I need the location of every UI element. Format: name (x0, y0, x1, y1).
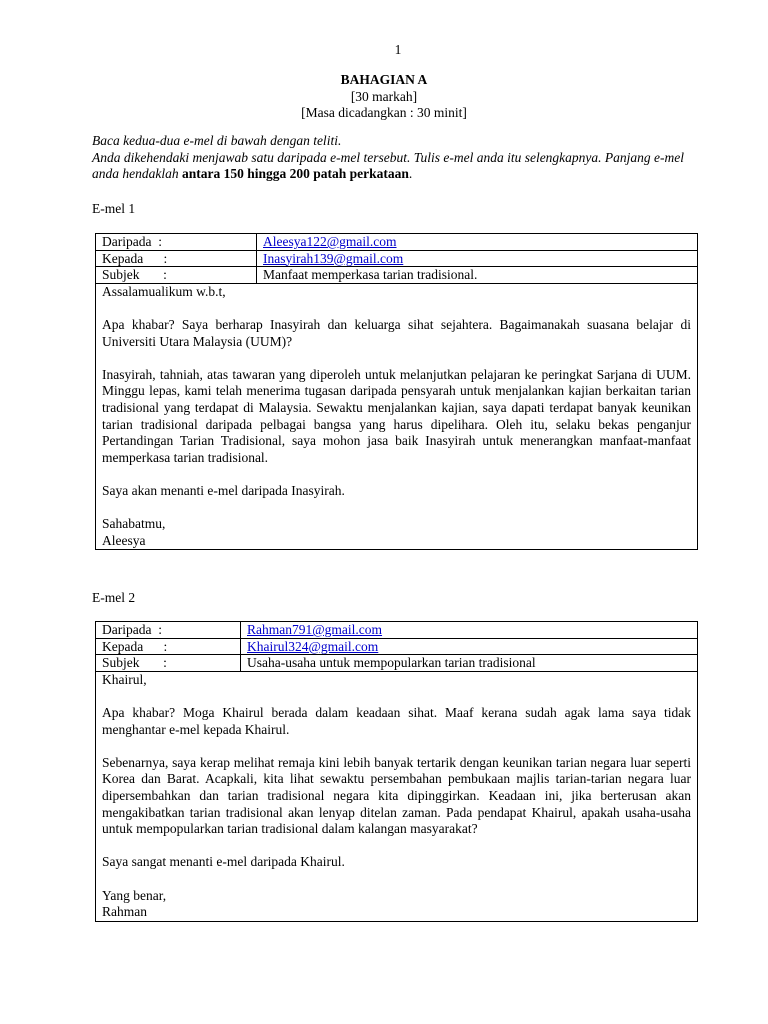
email-2-to-link[interactable]: Khairul324@gmail.com (247, 638, 379, 654)
email-1-from-row (96, 234, 698, 251)
email-2-paragraph: Saya sangat menanti e-mel daripada Khairul. (102, 854, 345, 870)
page-number: 1 (394, 42, 402, 57)
email-1-label: E-mel 1 (92, 201, 136, 216)
instruction-line-2 (92, 150, 692, 183)
email-1-signature: Aleesya (102, 532, 146, 548)
email-1-subject-row (96, 267, 698, 284)
email-2 (95, 621, 698, 922)
email-1-subject-label: Subjek : (96, 267, 257, 284)
section-time: [Masa dicadangkan : 30 minit] (301, 105, 467, 121)
email-2-subject-row (96, 655, 698, 672)
email-1-paragraph: Inasyirah, tahniah, atas tawaran yang diperoleh untuk melanjutkan pelajaran ke peringkat Sarjana di UUM. Minggu lepas, kami telah menerima tugasan daripada pensyarah untuk menjalankan kajian berkaitan tarian tradisional yang terdapat di Malaysia. Sewaktu menjalankan kajian, saya dapati terdapat banyak keunikan tarian tradisional daripada pelbagai bangsa yang harus dipelihara. Oleh itu, selaku bekas penganjur Pertandingan Tarian Tradisional, saya mohon jasa baik Inasyirah untuk menerangkan manfaat-manfaat memperkasa tarian tradisional. (102, 366, 691, 465)
email-1-closing (102, 516, 691, 549)
email-1-greeting: Assalamualikum w.b.t, (102, 283, 226, 299)
email-1-body (96, 283, 698, 550)
section-marks: [30 markah] (350, 88, 418, 104)
email-1-paragraph: Apa khabar? Saya berharap Inasyirah dan keluarga sihat sejahtera. Bagaimanakah suasana belajar di Universiti Utara Malaysia (UUM)? (102, 316, 691, 349)
email-1-to-link[interactable]: Inasyirah139@gmail.com (263, 250, 404, 266)
email-1-from-link[interactable]: Aleesya122@gmail.com (263, 234, 397, 249)
email-1 (95, 233, 698, 550)
email-2-closing (102, 888, 691, 921)
email-2-to-row (96, 638, 698, 655)
email-2-closing-text: Yang benar, (102, 887, 167, 903)
email-2-paragraph: Sebenarnya, saya kerap melihat remaja kini lebih banyak tertarik dengan keunikan tarian negara luar seperti Korea dan Barat. Acapkali, kita lihat sewaktu persembahan pembukaan majlis tarian-tarian negara luar dipersembahkan dan tarian tradisional negara kita dipinggirkan. Keadaan ini, jika berterusan akan mengakibatkan tarian tradisional akan lenyap ditelan zaman. Pada pendapat Khairul, apakah usaha-usaha untuk mempopularkan tarian tradisional dalam kalangan masyarakat? (102, 754, 691, 837)
email-2-subject-label: Subjek : (96, 655, 241, 672)
section-title: BAHAGIAN A (340, 72, 428, 87)
email-2-body (96, 671, 698, 921)
section-header (0, 72, 768, 122)
email-2-from-row (96, 622, 698, 639)
email-2-subject: Usaha-usaha untuk mempopularkan tarian tradisional (241, 655, 698, 672)
email-1-subject: Manfaat memperkasa tarian tradisional. (257, 267, 698, 284)
email-1-paragraph: Saya akan menanti e-mel daripada Inasyirah. (102, 482, 345, 498)
email-2-greeting: Khairul, (102, 671, 147, 687)
instruction-word-count: antara 150 hingga 200 patah perkataan (182, 166, 409, 182)
email-1-from-label: Daripada : (96, 234, 257, 251)
instructions (92, 133, 692, 183)
email-2-to-label: Kepada : (96, 638, 241, 655)
instruction-line-1: Baca kedua-dua e-mel di bawah dengan teliti. (92, 133, 342, 148)
email-2-signature: Rahman (102, 904, 147, 920)
instruction-end: . (408, 166, 413, 182)
email-2-paragraph: Apa khabar? Moga Khairul berada dalam keadaan sihat. Maaf kerana sudah agak lama saya tidak menghantar e-mel kepada Khairul. (102, 704, 691, 737)
email-2-label: E-mel 2 (92, 590, 136, 605)
email-2-from-label: Daripada : (96, 622, 241, 639)
email-1-to-row (96, 250, 698, 267)
email-1-to-label: Kepada : (96, 250, 257, 267)
instruction-text: Anda dikehendaki menjawab satu daripada e-mel tersebut. Tulis e-mel anda itu selengkapnya. Panjang e-mel anda hendaklah (92, 149, 685, 182)
email-1-closing-text: Sahabatmu, (102, 516, 166, 532)
email-2-from-link[interactable]: Rahman791@gmail.com (247, 622, 383, 637)
